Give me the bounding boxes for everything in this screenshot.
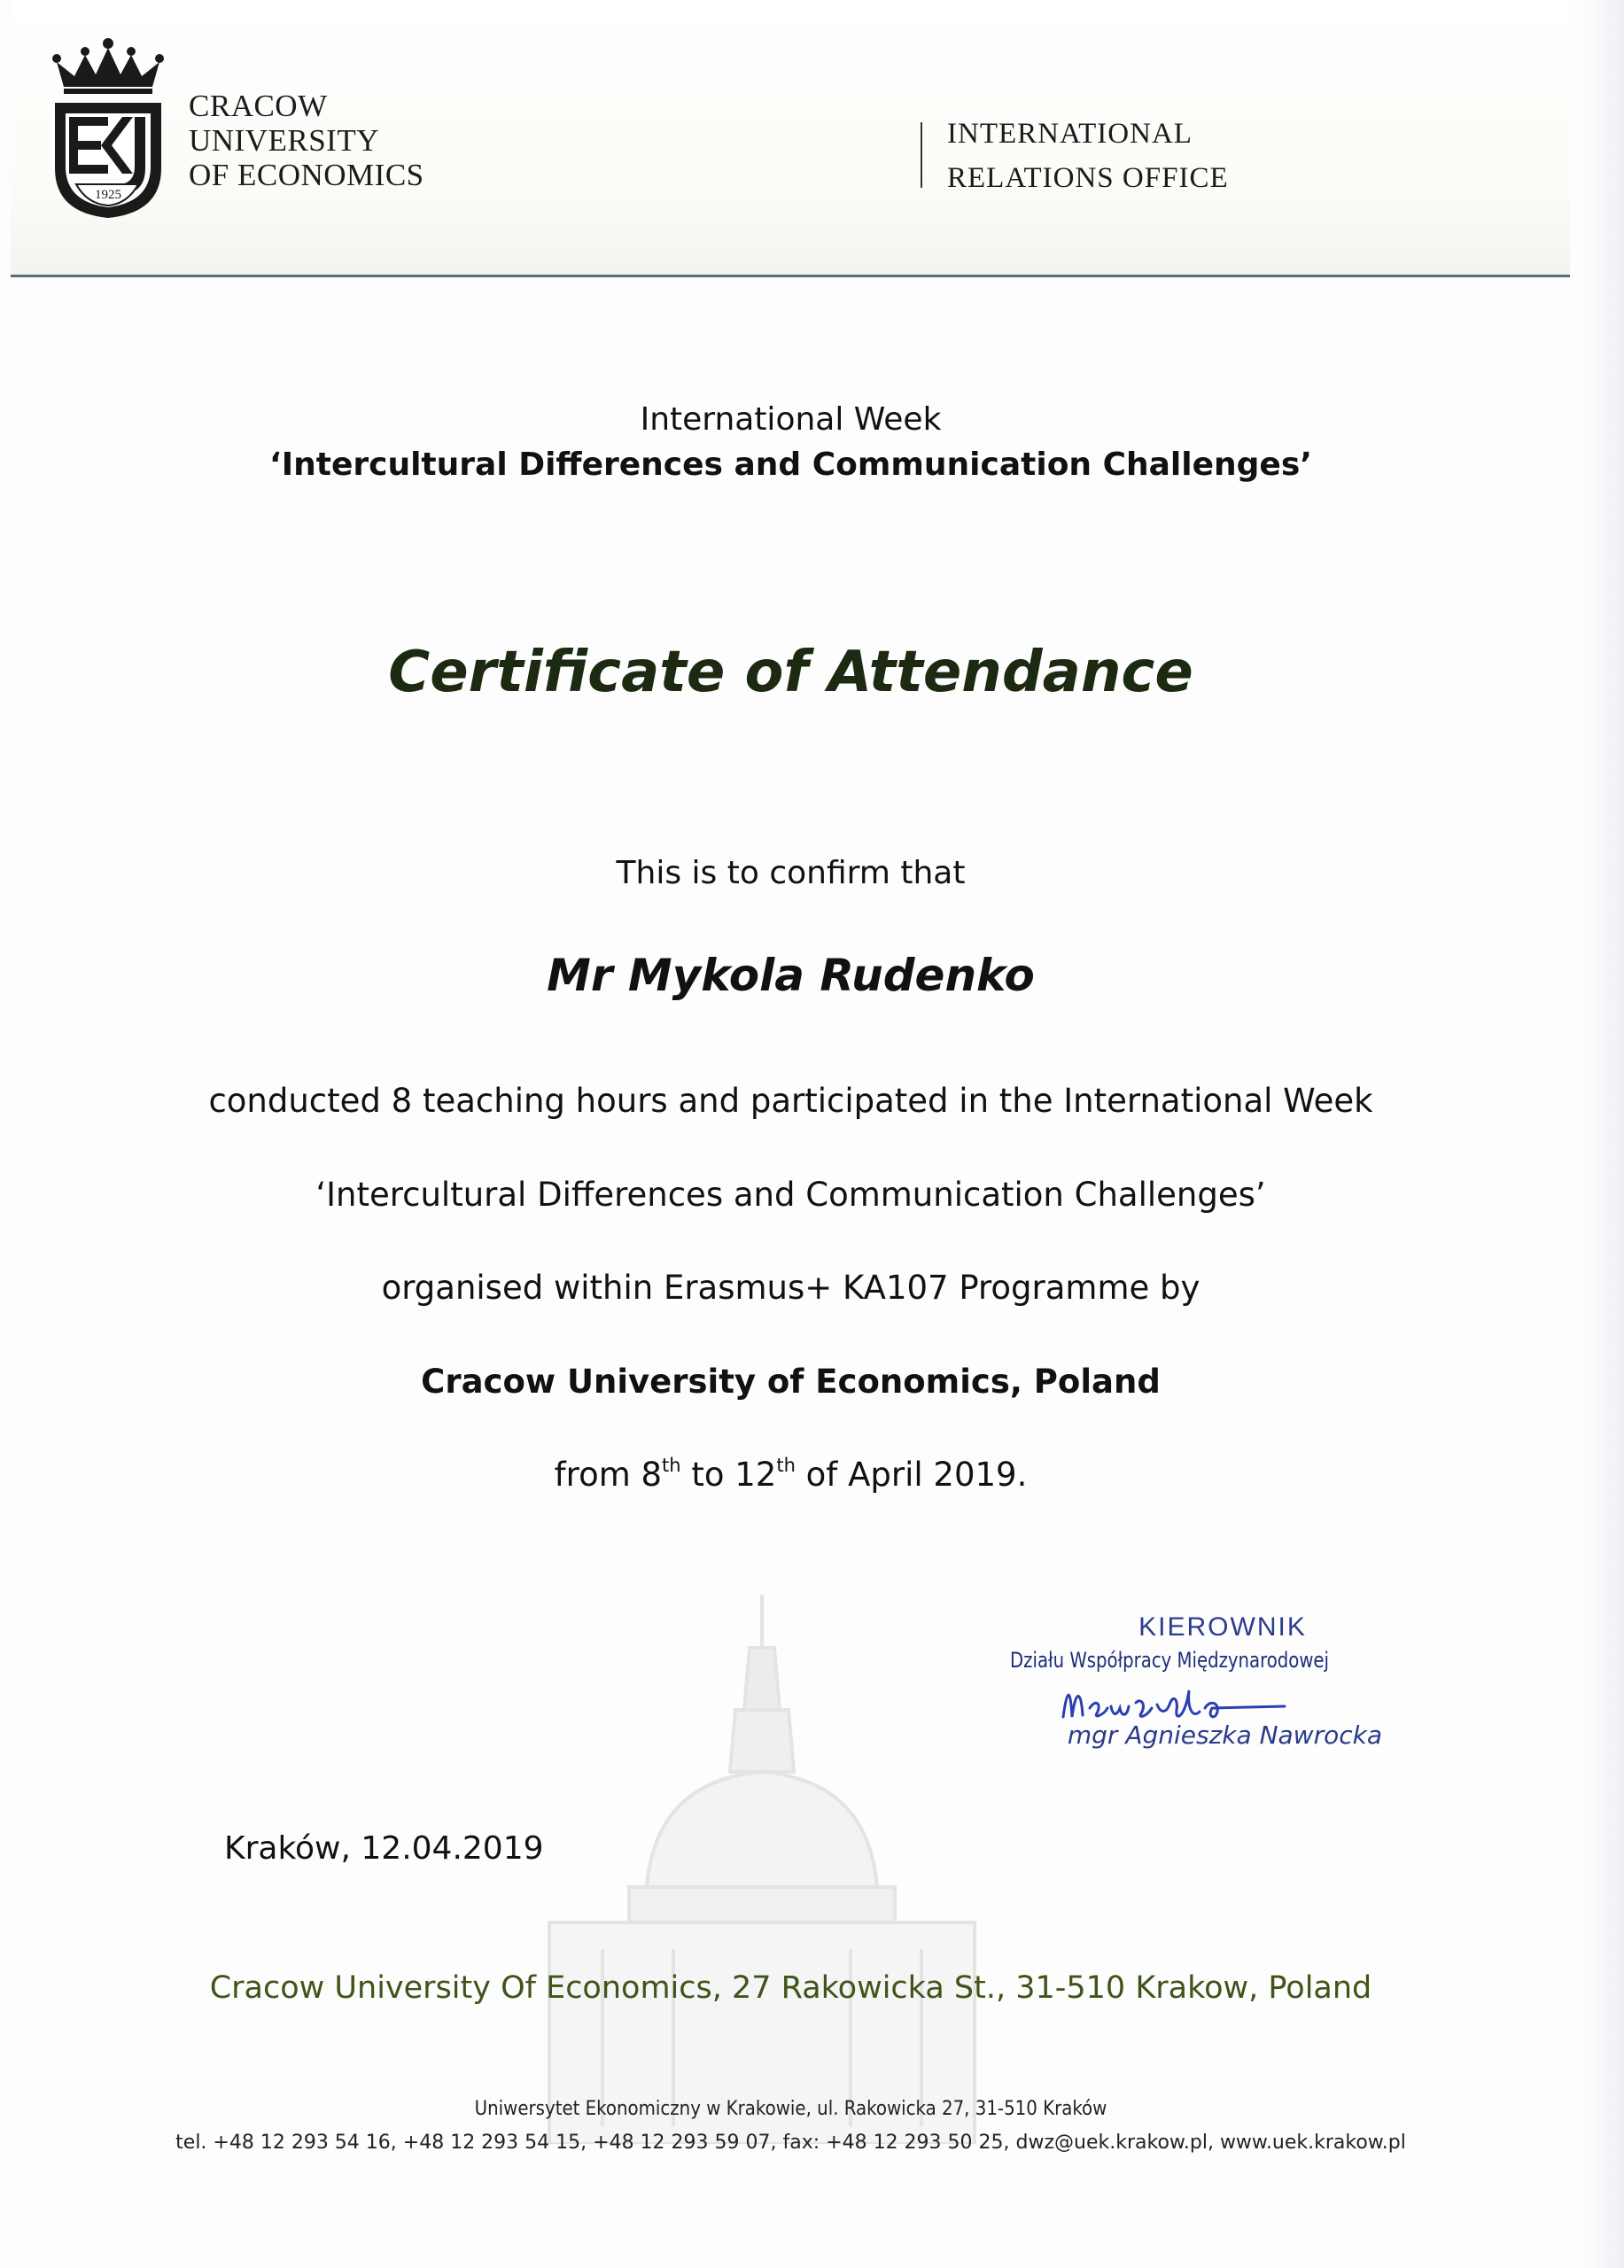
logo-year: 1925 <box>95 188 121 202</box>
event-title: ‘Intercultural Differences and Communication Challenges’ <box>269 447 1312 483</box>
stamp-signatory-name: mgr Agnieszka Nawrocka <box>1067 1720 1382 1750</box>
date-from: from 8 <box>554 1456 663 1494</box>
scan-edge-shadow <box>1583 0 1624 2268</box>
body-line-3: organised within Erasmus+ KA107 Programme by <box>381 1269 1201 1307</box>
university-name-line1: CRACOW <box>189 89 328 123</box>
date-end: of April 2019. <box>795 1456 1028 1494</box>
date-range <box>0 1456 1581 1494</box>
footer-polish-address: Uniwersytet Ekonomiczny w Krakowie, ul. Rakowicka 27, 31-510 Kraków <box>474 2098 1107 2120</box>
footer-contact: tel. +48 12 293 54 16, +48 12 293 54 15, +48 12 293 59 07, fax: +48 12 293 50 25, dwz@uek.krakow.pl, www.uek.krakow.pl <box>175 2132 1406 2154</box>
confirm-text: This is to confirm that <box>616 855 966 891</box>
university-name-line3: OF ECONOMICS <box>189 158 424 192</box>
header-divider <box>11 275 1570 277</box>
office-name-line1: INTERNATIONAL <box>947 118 1193 150</box>
official-stamp <box>992 1612 1382 1772</box>
office-name-line2: RELATIONS OFFICE <box>947 162 1229 194</box>
body-line-2: ‘Intercultural Differences and Communication Challenges’ <box>315 1176 1266 1214</box>
recipient-name: Mr Mykola Rudenko <box>547 950 1035 1001</box>
stamp-department: Działu Współpracy Międzynarodowej <box>1010 1648 1330 1673</box>
date-sup-2: th <box>776 1455 796 1476</box>
university-name <box>189 89 424 192</box>
body-line-1: conducted 8 teaching hours and participated in the International Week <box>208 1082 1373 1120</box>
footer-address: Cracow University Of Economics, 27 Rakowicka St., 31-510 Krakow, Poland <box>209 1970 1372 2006</box>
office-name <box>947 112 1229 200</box>
stamp-title: KIEROWNIK <box>1138 1612 1307 1642</box>
university-logo-icon <box>50 35 167 221</box>
body-line-4: Cracow University of Economics, Poland <box>421 1363 1161 1401</box>
university-name-line2: UNIVERSITY <box>189 123 379 158</box>
date-mid: to 12 <box>680 1456 777 1494</box>
date-sup-1: th <box>662 1455 681 1476</box>
header-vertical-divider <box>921 122 922 188</box>
place-and-date: Kraków, 12.04.2019 <box>224 1830 544 1867</box>
event-label: International Week <box>640 401 942 438</box>
certificate-title: Certificate of Attendance <box>388 640 1193 705</box>
